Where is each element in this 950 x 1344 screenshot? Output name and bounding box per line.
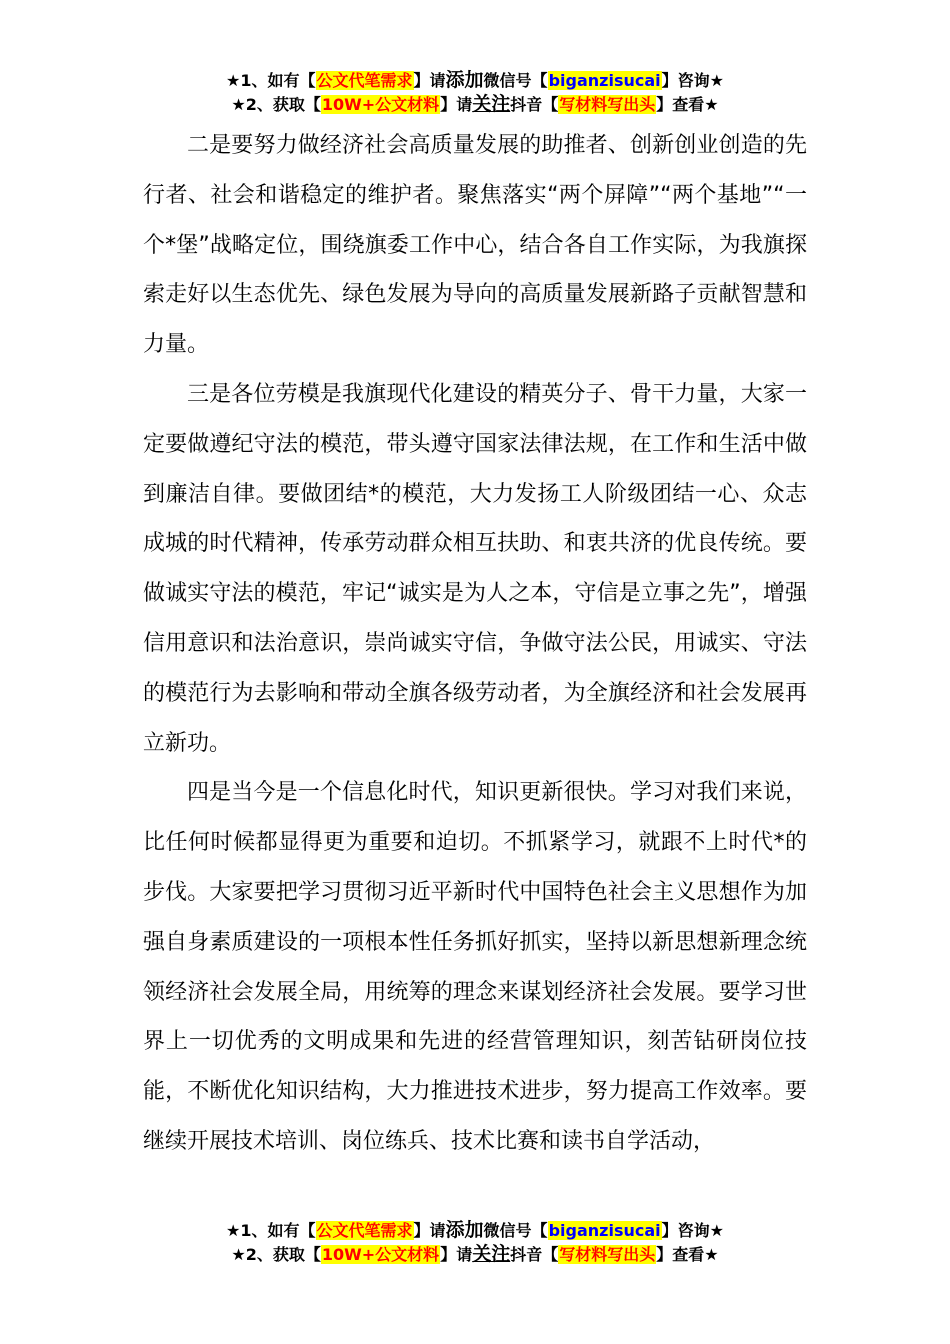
banner-text: 1、如有【 [240, 71, 316, 90]
header-banner [0, 68, 950, 116]
document-body [143, 121, 807, 1167]
header-banner-line-2 [0, 92, 950, 116]
banner-text: 】请 [440, 1245, 473, 1264]
banner-text: 微信号【 [483, 71, 548, 90]
banner-text: 抖音【 [510, 95, 559, 114]
footer-banner [0, 1218, 950, 1266]
banner-text: 2、获取【 [245, 95, 321, 114]
star-icon: ★ [704, 1245, 719, 1264]
header-banner-line-1 [0, 68, 950, 92]
banner-emphasis: 关注 [472, 93, 511, 115]
star-icon: ★ [231, 95, 246, 114]
star-icon: ★ [709, 1221, 724, 1240]
banner-text: 】请 [440, 95, 473, 114]
banner-text: 】咨询 [661, 71, 710, 90]
highlight-ghostwriting: 公文代笔需求 [316, 1221, 413, 1240]
wechat-id[interactable]: biganzisucai [548, 71, 661, 90]
banner-text: 】请 [413, 71, 446, 90]
banner-emphasis: 添加 [445, 1219, 484, 1241]
star-icon: ★ [231, 1245, 246, 1264]
highlight-materials: 10W+公文材料 [321, 95, 440, 114]
banner-emphasis: 添加 [445, 69, 484, 91]
star-icon: ★ [704, 95, 719, 114]
banner-text: 】查看 [656, 1245, 705, 1264]
footer-banner-line-1 [0, 1218, 950, 1242]
paragraph-3: 三是各位劳模是我旗现代化建设的精英分子、骨干力量，大家一定要做遵纪守法的模范，带头遵守国家法律法规，在工作和生活中做到廉洁自律。要做团结*的模范，大力发扬工人阶级团结一心、众志成城的时代精神，传承劳动群众相互扶助、和衷共济的优良传统。要做诚实守法的模范，牢记“诚实是为人之本，守信是立事之先”，增强信用意识和法治意识，崇尚诚实守信，争做守法公民，用诚实、守法的模范行为去影响和带动全旗各级劳动者，为全旗经济和社会发展再立新功。 [143, 381, 807, 756]
paragraph-2: 二是要努力做经济社会高质量发展的助推者、创新创业创造的先行者、社会和谐稳定的维护者。聚焦落实“两个屏障”“两个基地”“一个*堡”战略定位，围绕旗委工作中心，结合各自工作实际，为我旗探索走好以生态优先、绿色发展为导向的高质量发展新路子贡献智慧和力量。 [143, 133, 807, 358]
star-icon: ★ [226, 1221, 241, 1240]
wechat-id[interactable]: biganzisucai [548, 1221, 661, 1240]
douyin-account[interactable]: 写材料写出头 [559, 1245, 656, 1264]
banner-text: 2、获取【 [245, 1245, 321, 1264]
banner-text: 微信号【 [483, 1221, 548, 1240]
banner-text: 抖音【 [510, 1245, 559, 1264]
star-icon: ★ [709, 71, 724, 90]
banner-text: 】查看 [656, 95, 705, 114]
highlight-materials: 10W+公文材料 [321, 1245, 440, 1264]
banner-emphasis: 关注 [472, 1243, 511, 1265]
banner-text: 】请 [413, 1221, 446, 1240]
banner-text: 1、如有【 [240, 1221, 316, 1240]
footer-banner-line-2 [0, 1242, 950, 1266]
highlight-ghostwriting: 公文代笔需求 [316, 71, 413, 90]
douyin-account[interactable]: 写材料写出头 [559, 95, 656, 114]
star-icon: ★ [226, 71, 241, 90]
paragraph-4: 四是当今是一个信息化时代，知识更新很快。学习对我们来说，比任何时候都显得更为重要和迫切。不抓紧学习，就跟不上时代*的步伐。大家要把学习贯彻习近平新时代中国特色社会主义思想作为加强自身素质建设的一项根本性任务抓好抓实，坚持以新思想新理念统领经济社会发展全局，用统筹的理念来谋划经济社会发展。要学习世界上一切优秀的文明成果和先进的经营管理知识，刻苦钻研岗位技能，不断优化知识结构，大力推进技术进步，努力提高工作效率。要继续开展技术培训、岗位练兵、技术比赛和读书自学活动， [143, 780, 807, 1154]
banner-text: 】咨询 [661, 1221, 710, 1240]
